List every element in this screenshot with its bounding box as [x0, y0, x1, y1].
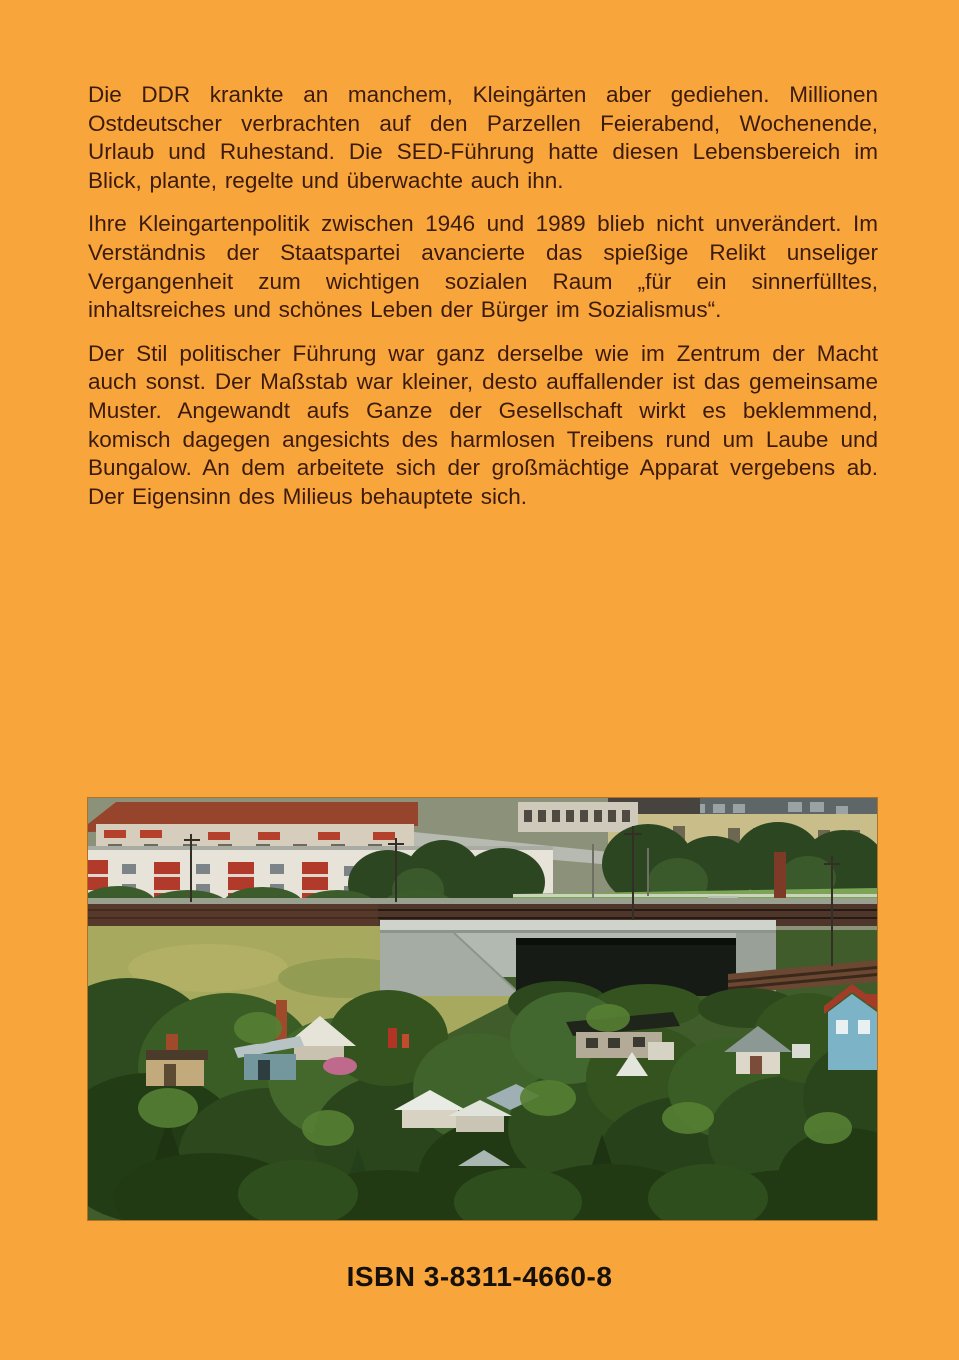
blurb-paragraph-3: Der Stil politischer Führung war ganz derselbe wie im Zentrum der Macht auch sonst. Der Maßstab war kleiner, desto auffallender ist das gemeinsame Muster. Angewandt aufs Ganze der Gesellschaft wirkt es beklemmend, komisch dagegen angesichts des harmlosen Treibens rund um Laube und Bungalow. An dem arbeitete sich der großmächtige Apparat vergebens ab. Der Eigensinn des Milieus behauptete sich. — [88, 340, 878, 509]
brick-chimney — [774, 852, 786, 902]
blurb — [88, 81, 878, 526]
blurb-paragraph-2: Ihre Kleingartenpolitik zwischen 1946 und 1989 blieb nicht unverändert. Im Verständnis der Staatspartei avancierte das spießige Relikt unseliger Vergangenheit zum wichtigen sozialen Raum „für ein sinnerfülltes, inhaltsreiches und schönes Leben der Bürger im Sozialismus“. — [88, 211, 878, 323]
isbn-label: ISBN 3-8311-4660-8 — [346, 1261, 613, 1292]
blurb-paragraph-1: Die DDR krankte an manchem, Kleingärten aber gediehen. Millionen Ostdeutscher verbrachten auf den Parzellen Feierabend, Wochenende, Urlaub und Ruhestand. Die SED-Führung hatte diesen Lebensbereich im Blick, plante, regelte und überwachte auch ihn. — [88, 82, 878, 193]
allotment-garden-photo — [88, 798, 877, 1220]
allotment-garden-photo-graphic — [88, 798, 877, 1220]
